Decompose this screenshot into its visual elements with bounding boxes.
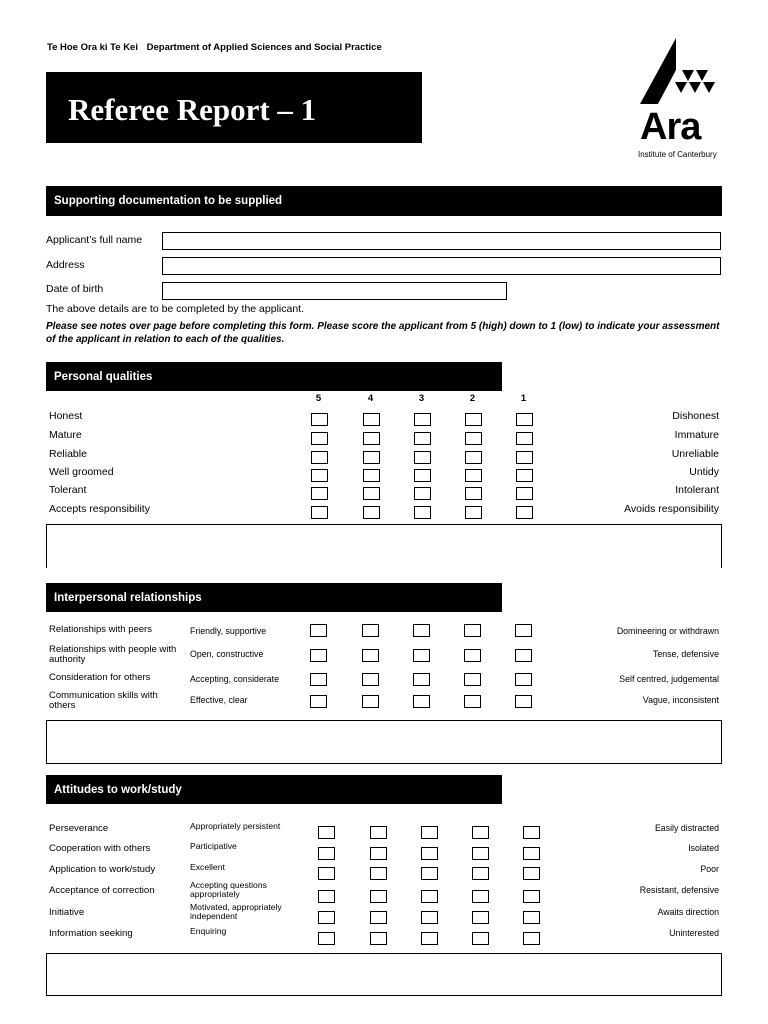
score-checkbox-2[interactable] — [464, 624, 481, 637]
score-checkbox-3[interactable] — [421, 911, 438, 924]
score-checkbox-4[interactable] — [363, 487, 380, 500]
score-checkbox-3[interactable] — [421, 867, 438, 880]
quality-negative-descriptor: Vague, inconsistent — [642, 695, 719, 705]
score-checkbox-4[interactable] — [370, 890, 387, 903]
score-checkbox-2[interactable] — [472, 911, 489, 924]
score-checkbox-5[interactable] — [318, 932, 335, 945]
quality-label: Communication skills with others — [49, 690, 158, 711]
score-checkbox-2[interactable] — [472, 932, 489, 945]
quality-positive-descriptor: Motivated, appropriately independent — [190, 902, 282, 921]
quality-negative-descriptor: Tense, defensive — [652, 649, 719, 659]
scoring-instructions: Please see notes over page before completing this form. Please score the applicant from 5 (high) down to 1 (low) to indicate your assessment of the applicant in relation to each of the qualities. — [46, 321, 720, 345]
quality-negative-label: Intolerant — [675, 484, 719, 496]
score-checkbox-3[interactable] — [413, 673, 430, 686]
score-checkbox-2[interactable] — [464, 649, 481, 662]
quality-label: Initiative — [49, 907, 85, 918]
attitudes-comments-box[interactable] — [46, 953, 722, 996]
quality-negative-descriptor: Isolated — [688, 843, 719, 853]
scale-label-4: 4 — [367, 393, 374, 404]
section-heading-interpersonal: Interpersonal relationships — [46, 583, 502, 612]
field-label-date-of-birth: Date of birth — [46, 283, 104, 295]
header-org-line — [47, 42, 382, 53]
quality-negative-label: Unreliable — [671, 448, 719, 460]
quality-label: Information seeking — [49, 928, 133, 939]
score-checkbox-5[interactable] — [310, 673, 327, 686]
score-checkbox-2[interactable] — [465, 506, 482, 519]
page-title: Referee Report – 1 — [68, 92, 317, 127]
scale-label-2: 2 — [469, 393, 476, 404]
score-checkbox-4[interactable] — [370, 826, 387, 839]
score-checkbox-5[interactable] — [311, 487, 328, 500]
scale-label-1: 1 — [520, 393, 527, 404]
score-checkbox-4[interactable] — [370, 911, 387, 924]
quality-positive-descriptor: Participative — [190, 841, 237, 851]
personal-comments-box[interactable] — [46, 524, 722, 568]
score-checkbox-2[interactable] — [472, 826, 489, 839]
quality-negative-label: Dishonest — [672, 410, 719, 422]
section-heading-supporting: Supporting documentation to be supplied — [46, 186, 722, 216]
score-checkbox-4[interactable] — [362, 649, 379, 662]
field-label-full-name: Applicant’s full name — [46, 234, 143, 246]
quality-label: Relationships with peers — [49, 624, 152, 635]
quality-negative-descriptor: Awaits direction — [657, 907, 719, 917]
score-checkbox-5[interactable] — [311, 469, 328, 482]
score-checkbox-3[interactable] — [414, 506, 431, 519]
quality-label: Perseverance — [49, 823, 109, 834]
field-label-address: Address — [46, 259, 85, 271]
score-checkbox-4[interactable] — [363, 432, 380, 445]
score-checkbox-4[interactable] — [362, 673, 379, 686]
score-checkbox-5[interactable] — [318, 826, 335, 839]
score-checkbox-2[interactable] — [472, 847, 489, 860]
score-checkbox-2[interactable] — [472, 890, 489, 903]
score-checkbox-2[interactable] — [465, 432, 482, 445]
score-checkbox-3[interactable] — [414, 469, 431, 482]
quality-negative-descriptor: Easily distracted — [654, 823, 719, 833]
score-checkbox-5[interactable] — [311, 413, 328, 426]
quality-positive-descriptor: Effective, clear — [190, 695, 248, 705]
score-checkbox-3[interactable] — [414, 432, 431, 445]
quality-negative-label: Immature — [674, 429, 719, 441]
score-checkbox-2[interactable] — [464, 695, 481, 708]
logo-wordmark: Ara — [640, 106, 701, 148]
score-checkbox-3[interactable] — [414, 487, 431, 500]
quality-positive-descriptor: Appropriately persistent — [190, 821, 281, 831]
section-heading-attitudes: Attitudes to work/study — [46, 775, 502, 804]
quality-positive-descriptor: Open, constructive — [190, 649, 264, 659]
score-checkbox-3[interactable] — [421, 932, 438, 945]
score-checkbox-4[interactable] — [363, 451, 380, 464]
quality-negative-label: Avoids responsibility — [624, 503, 719, 515]
score-checkbox-3[interactable] — [413, 649, 430, 662]
quality-label: Cooperation with others — [49, 843, 151, 854]
quality-label: Application to work/study — [49, 864, 156, 875]
score-checkbox-5[interactable] — [311, 451, 328, 464]
score-checkbox-3[interactable] — [414, 451, 431, 464]
quality-positive-descriptor: Excellent — [190, 862, 225, 872]
logo-subtitle: Institute of Canterbury — [638, 150, 717, 159]
quality-negative-label: Untidy — [689, 466, 719, 478]
score-checkbox-5[interactable] — [311, 506, 328, 519]
score-checkbox-2[interactable] — [465, 487, 482, 500]
quality-positive-label: Accepts responsibility — [49, 503, 150, 515]
score-checkbox-4[interactable] — [370, 932, 387, 945]
full-name-field[interactable] — [162, 232, 721, 250]
score-checkbox-5[interactable] — [311, 432, 328, 445]
score-checkbox-5[interactable] — [318, 847, 335, 860]
department-name: Department of Applied Sciences and Social Practice — [146, 42, 382, 53]
interpersonal-comments-box[interactable] — [46, 720, 722, 764]
score-checkbox-4[interactable] — [370, 847, 387, 860]
score-checkbox-3[interactable] — [413, 695, 430, 708]
quality-positive-label: Mature — [49, 429, 82, 441]
score-checkbox-2[interactable] — [465, 413, 482, 426]
quality-label: Relationships with people with authority — [49, 644, 177, 665]
quality-label: Consideration for others — [49, 672, 151, 683]
quality-negative-descriptor: Poor — [700, 864, 719, 874]
score-checkbox-5[interactable] — [310, 624, 327, 637]
score-checkbox-4[interactable] — [370, 867, 387, 880]
quality-negative-descriptor: Uninterested — [669, 928, 719, 938]
score-checkbox-4[interactable] — [363, 413, 380, 426]
quality-positive-descriptor: Friendly, supportive — [190, 626, 267, 636]
score-checkbox-2[interactable] — [464, 673, 481, 686]
score-checkbox-5[interactable] — [310, 649, 327, 662]
score-checkbox-3[interactable] — [414, 413, 431, 426]
date-of-birth-field[interactable] — [162, 282, 507, 300]
score-checkbox-4[interactable] — [363, 506, 380, 519]
score-checkbox-4[interactable] — [362, 624, 379, 637]
score-checkbox-2[interactable] — [465, 469, 482, 482]
quality-negative-descriptor: Resistant, defensive — [639, 885, 719, 895]
quality-positive-descriptor: Accepting questions appropriately — [190, 880, 267, 899]
score-checkbox-4[interactable] — [362, 695, 379, 708]
quality-positive-descriptor: Accepting, considerate — [190, 674, 279, 684]
score-checkbox-3[interactable] — [421, 890, 438, 903]
scale-label-5: 5 — [315, 393, 322, 404]
score-checkbox-2[interactable] — [472, 867, 489, 880]
quality-negative-descriptor: Self centred, judgemental — [619, 674, 719, 684]
scale-label-3: 3 — [418, 393, 425, 404]
score-checkbox-5[interactable] — [318, 890, 335, 903]
quality-positive-descriptor: Enquiring — [190, 926, 227, 936]
score-checkbox-3[interactable] — [413, 624, 430, 637]
address-field[interactable] — [162, 257, 721, 275]
score-checkbox-3[interactable] — [421, 826, 438, 839]
score-checkbox-5[interactable] — [318, 911, 335, 924]
completed-by-applicant-note: The above details are to be completed by the applicant. — [46, 303, 304, 315]
quality-positive-label: Reliable — [49, 448, 87, 460]
ara-logo-icon — [638, 36, 724, 116]
quality-positive-label: Tolerant — [49, 484, 87, 496]
quality-label: Acceptance of correction — [49, 885, 155, 896]
quality-positive-label: Honest — [49, 410, 83, 422]
quality-positive-label: Well groomed — [49, 466, 114, 478]
section-heading-personal: Personal qualities — [46, 362, 502, 391]
org-maori-name: Te Hoe Ora ki Te Kei — [47, 42, 138, 53]
score-checkbox-5[interactable] — [318, 867, 335, 880]
score-checkbox-5[interactable] — [310, 695, 327, 708]
quality-negative-descriptor: Domineering or withdrawn — [616, 626, 719, 636]
score-checkbox-2[interactable] — [465, 451, 482, 464]
score-checkbox-4[interactable] — [363, 469, 380, 482]
score-checkbox-3[interactable] — [421, 847, 438, 860]
